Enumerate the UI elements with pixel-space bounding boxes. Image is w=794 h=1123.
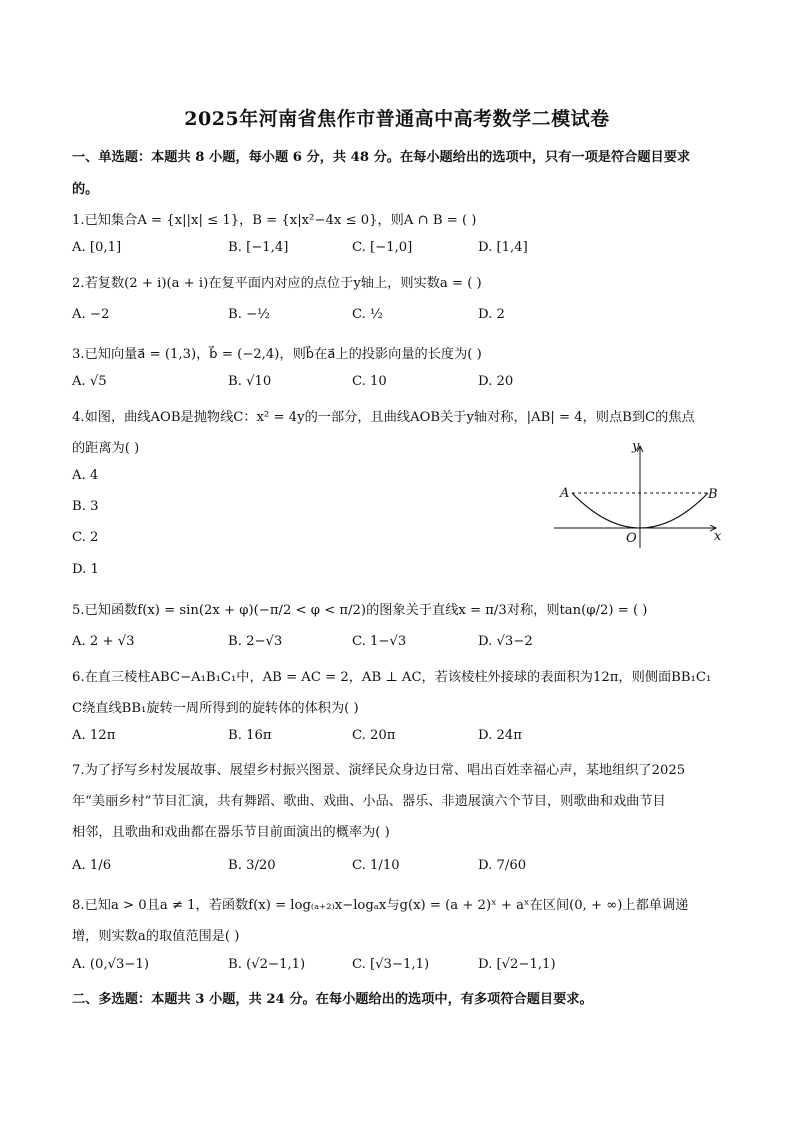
q7-option-b: B. 3/20 — [228, 858, 276, 873]
q6-option-b: B. 16π — [228, 728, 272, 743]
point-a-label: A — [560, 486, 570, 501]
question-3-stem: 3.已知向量a⃗ = (1,3)，b⃗ = (−2,4)，则b⃗在a⃗上的投影向量的长度为( ) — [72, 347, 482, 362]
q2-option-b: B. −½ — [228, 307, 270, 322]
q4-option-b: B. 3 — [72, 499, 99, 514]
q3-option-c: C. 10 — [352, 374, 387, 389]
q5-option-d: D. √3−2 — [478, 634, 533, 649]
section1-instructions-cont: 的。 — [72, 182, 99, 197]
question-4-stem-cont: 的距离为( ) — [72, 441, 140, 456]
q6-option-c: C. 20π — [352, 728, 396, 743]
q5-option-a: A. 2 + √3 — [72, 634, 135, 649]
question-5-stem: 5.已知函数f(x) = sin(2x + φ)(−π/2 < φ < π/2)的图象关于直线x = π/3对称，则tan(φ/2) = ( ) — [72, 603, 648, 618]
question-2-stem: 2.若复数(2 + i)(a + i)在复平面内对应的点位于y轴上，则实数a = ( ) — [72, 276, 482, 291]
q6-option-d: D. 24π — [478, 728, 522, 743]
page-title: 2025年河南省焦作市普通高中高考数学二模试卷 — [184, 108, 610, 130]
question-1-stem: 1.已知集合A = {x||x| ≤ 1}，B = {x|x²−4x ≤ 0}，则A ∩ B = ( ) — [72, 213, 477, 228]
q4-option-a: A. 4 — [72, 468, 99, 483]
x-axis-label: x — [714, 529, 722, 544]
question-7-stem-cont2: 相邻，且歌曲和戏曲都在器乐节目前面演出的概率为( ) — [72, 825, 390, 840]
q8-option-a: A. (0,√3−1) — [72, 957, 150, 972]
section1-instructions: 一、单选题：本题共 8 小题，每小题 6 分，共 48 分。在每小题给出的选项中，只有一项是符合题目要求 — [72, 150, 691, 165]
q8-option-b: B. (√2−1,1) — [228, 957, 306, 972]
q1-option-b: B. [−1,4] — [228, 240, 289, 255]
q4-option-c: C. 2 — [72, 530, 99, 545]
point-b-label: B — [708, 487, 718, 502]
q1-option-c: C. [−1,0] — [352, 240, 413, 255]
q2-option-a: A. −2 — [72, 307, 110, 322]
question-6-stem: 6.在直三棱柱ABC−A₁B₁C₁中，AB = AC = 2，AB ⊥ AC，若该棱柱外接球的表面积为12π，则侧面BB₁C₁ — [72, 670, 712, 685]
question-8-stem-cont: 增，则实数a的取值范围是( ) — [72, 929, 240, 944]
question-4-stem: 4.如图，曲线AOB是抛物线C：x² = 4y的一部分，且曲线AOB关于y轴对称，|AB| = 4，则点B到C的焦点 — [72, 410, 695, 425]
section2-instructions: 二、多选题：本题共 3 小题，共 24 分。在每小题给出的选项中，有多项符合题目要求。 — [72, 992, 593, 1007]
q5-option-b: B. 2−√3 — [228, 634, 283, 649]
question-6-stem-cont: C绕直线BB₁旋转一周所得到的旋转体的体积为( ) — [72, 701, 359, 716]
question-7-stem-cont: 年“美丽乡村”节目汇演，共有舞蹈、歌曲、戏曲、小品、器乐、非遗展演六个节目，则歌曲和戏曲节目 — [72, 794, 666, 809]
question-8-stem: 8.已知a > 0且a ≠ 1，若函数f(x) = log₍ₐ₊₂₎x−logₐx与g(x) = (a + 2)ˣ + aˣ在区间(0, + ∞)上都单调递 — [72, 898, 689, 913]
origin-label: O — [626, 531, 637, 546]
q1-option-a: A. [0,1] — [72, 240, 122, 255]
question-7-stem: 7.为了抒写乡村发展故事、展望乡村振兴图景、演绎民众身边日常、唱出百姓幸福心声，某地组织了2025 — [72, 763, 686, 778]
q5-option-c: C. 1−√3 — [352, 634, 407, 649]
q6-option-a: A. 12π — [72, 728, 116, 743]
q2-option-c: C. ½ — [352, 307, 383, 322]
q8-option-c: C. [√3−1,1) — [352, 957, 430, 972]
q7-option-d: D. 7/60 — [478, 858, 527, 873]
q4-option-d: D. 1 — [72, 562, 99, 577]
q7-option-a: A. 1/6 — [72, 858, 112, 873]
q3-option-b: B. √10 — [228, 374, 272, 389]
y-axis-label: y — [632, 439, 640, 454]
parabola-figure — [548, 436, 738, 556]
q8-option-d: D. [√2−1,1) — [478, 957, 556, 972]
q3-option-a: A. √5 — [72, 374, 107, 389]
q7-option-c: C. 1/10 — [352, 858, 400, 873]
q1-option-d: D. [1,4] — [478, 240, 528, 255]
q2-option-d: D. 2 — [478, 307, 505, 322]
q3-option-d: D. 20 — [478, 374, 514, 389]
